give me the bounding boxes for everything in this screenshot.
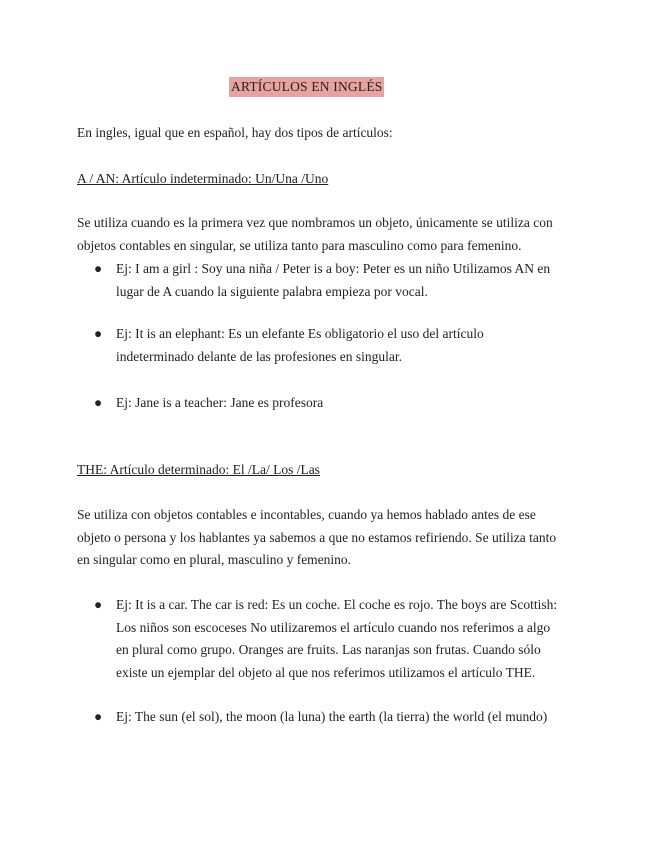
section2-paragraph-line: Se utiliza con objetos contables e incontables, cuando ya hemos hablado antes de ese <box>77 507 536 522</box>
list-item-line: lugar de A cuando la siguiente palabra empieza por vocal. <box>116 283 428 299</box>
document-title: ARTÍCULOS EN INGLÉS <box>229 77 384 97</box>
list-item-line: Ej: The sun (el sol), the moon (la luna) the earth (la tierra) the world (el mundo) <box>116 709 548 724</box>
list-item-line: Los niños son escoceses No utilizaremos el artículo cuando nos referimos a algo <box>116 619 551 635</box>
section2-paragraph-line: objeto o persona y los hablantes ya sabemos a que no estamos refiriendo. Se utiliza tanto <box>77 529 557 545</box>
section1-heading: A / AN: Artículo indeterminado: Un/Una /Uno <box>77 171 329 186</box>
list-item-line: Ej: I am a girl : Soy una niña / Peter is a boy: Peter es un niño Utilizamos AN en <box>116 261 551 276</box>
list-item-line: en plural como grupo. Oranges are fruits. Las naranjas son frutas. Cuando sólo <box>116 642 541 658</box>
section1-paragraph-line: objetos contables en singular, se utiliza tanto para masculino como para femenino. <box>77 237 522 253</box>
section2-paragraph-line: en singular como en plural, masculino y femenino. <box>77 552 352 568</box>
bullet-icon: ● <box>94 395 103 410</box>
list-item <box>94 258 574 303</box>
list-item-line: Ej: Jane is a teacher: Jane es profesora <box>116 395 324 410</box>
list-item-line: existe un ejemplar del objeto al que nos referimos utilizamos el artículo THE. <box>116 664 536 680</box>
list-item-line: indeterminado delante de las profesiones en singular. <box>116 348 403 364</box>
bullet-icon: ● <box>94 597 103 612</box>
section2-paragraph <box>77 504 582 572</box>
section1-paragraph-line: Se utiliza cuando es la primera vez que nombramos un objeto, únicamente se utiliza con <box>77 215 553 230</box>
list-item <box>94 323 574 368</box>
list-item <box>94 706 574 729</box>
intro-paragraph: En ingles, igual que en español, hay dos tipos de artículos: <box>77 125 393 140</box>
section1-paragraph <box>77 212 582 257</box>
bullet-icon: ● <box>94 326 103 341</box>
section2-heading: THE: Artículo determinado: El /La/ Los /Las <box>77 462 320 477</box>
list-item <box>94 594 574 684</box>
list-item <box>94 392 574 415</box>
list-item-line: Ej: It is an elephant: Es un elefante Es obligatorio el uso del artículo <box>116 326 484 341</box>
bullet-icon: ● <box>94 709 103 724</box>
list-item-line: Ej: It is a car. The car is red: Es un coche. El coche es rojo. The boys are Scottish: <box>116 597 558 612</box>
bullet-icon: ● <box>94 261 103 276</box>
